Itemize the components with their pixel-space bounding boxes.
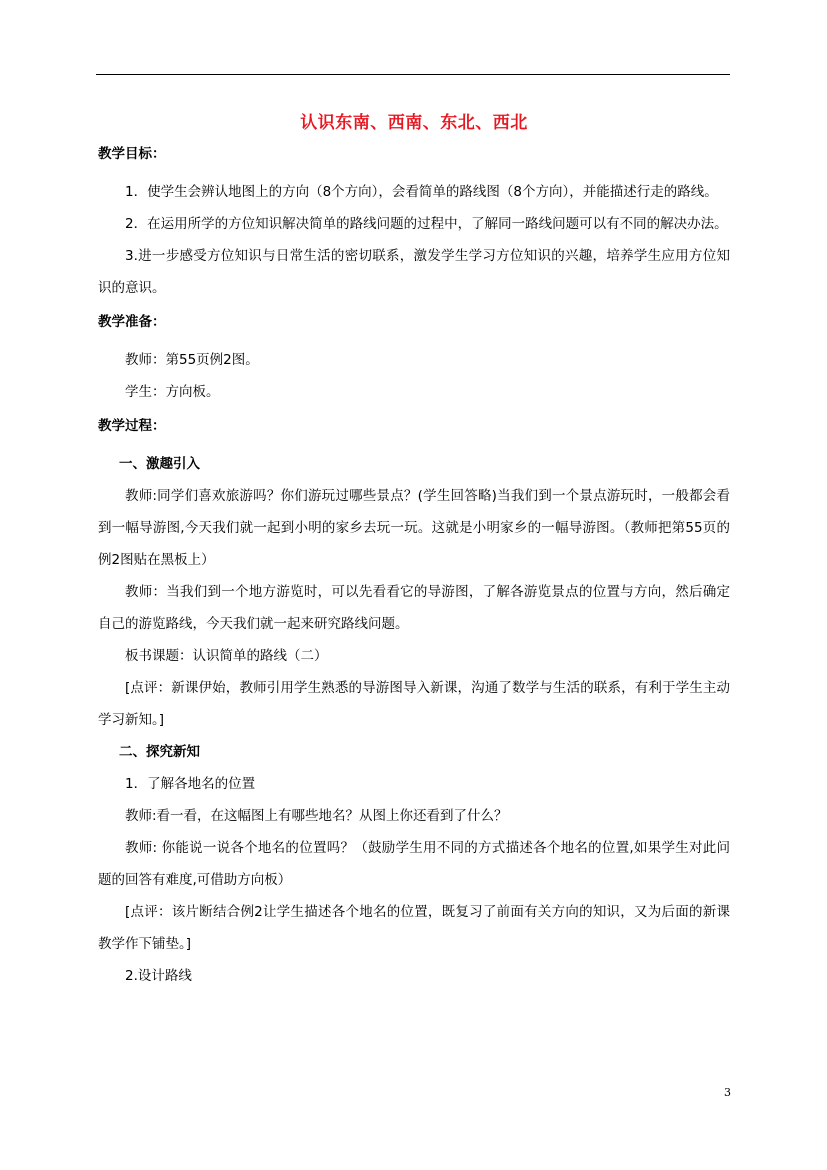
page-number: 3 — [724, 1086, 731, 1099]
part1-heading: 一、激趣引入 — [119, 456, 200, 472]
goal-item-3: 3.进一步感受方位知识与日常生活的密切联系，激发学生学习方位知识的兴趣，培养学生应用方位知识的意识。 — [98, 248, 730, 296]
page-title: 认识东南、西南、东北、西北 — [300, 113, 528, 133]
part1-paragraph-3: 板书课题：认识简单的路线（二） — [125, 648, 328, 664]
preparation-student: 学生：方向板。 — [125, 384, 220, 400]
goals-heading: 教学目标： — [98, 146, 166, 162]
goal-item-2: 2．在运用所学的方位知识解决简单的路线问题的过程中，了解同一路线问题可以有不同的解决办法。 — [125, 216, 728, 232]
part2-paragraph-3: 教师: 你能说一说各个地名的位置吗？（鼓励学生用不同的方式描述各个地名的位置,如果学生对此问题的回答有难度,可借助方向板） — [98, 840, 730, 888]
part2-comment: [点评：该片断结合例2让学生描述各个地名的位置，既复习了前面有关方向的知识，又为后面的新课教学作下铺垫。] — [98, 904, 730, 952]
part2-paragraph-1: 1．了解各地名的位置 — [125, 776, 256, 792]
part2-paragraph-5: 2.设计路线 — [125, 968, 192, 984]
preparation-heading: 教学准备： — [98, 314, 166, 330]
part2-heading: 二、探究新知 — [119, 744, 200, 760]
part2-paragraph-2: 教师:看一看，在这幅图上有哪些地名？从图上你还看到了什么？ — [125, 808, 508, 824]
part1-paragraph-2: 教师：当我们到一个地方游览时，可以先看看它的导游图，了解各游览景点的位置与方向，然后确定自己的游览路线，今天我们就一起来研究路线问题。 — [98, 584, 730, 632]
header-rule — [96, 74, 730, 75]
preparation-teacher: 教师：第55页例2图。 — [125, 352, 259, 368]
goal-item-1: 1．使学生会辨认地图上的方向（8个方向），会看简单的路线图（8个方向），并能描述行走的路线。 — [125, 184, 718, 200]
part1-paragraph-1: 教师:同学们喜欢旅游吗？你们游玩过哪些景点？(学生回答略)当我们到一个景点游玩时，一般都会看到一幅导游图,今天我们就一起到小明的家乡去玩一玩。这就是小明家乡的一幅导游图。（教师把第55页的例2图贴在黑板上） — [98, 488, 730, 568]
process-heading: 教学过程： — [98, 418, 166, 434]
part1-comment: [点评：新课伊始，教师引用学生熟悉的导游图导入新课，沟通了数学与生活的联系，有利于学生主动学习新知。] — [98, 680, 730, 728]
document-body — [98, 108, 730, 992]
